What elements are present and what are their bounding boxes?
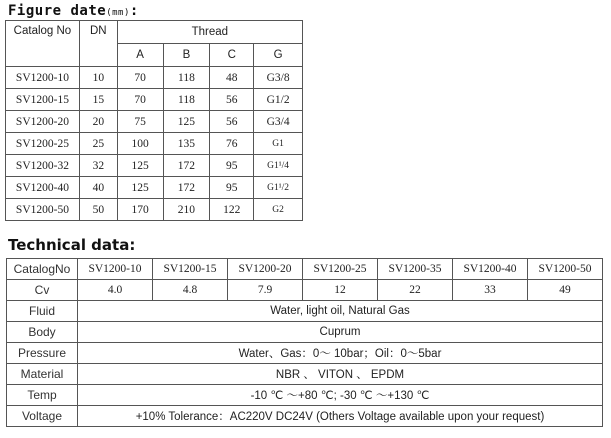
catalog-label: CatalogNo	[7, 259, 78, 280]
c-cell: 48	[210, 67, 254, 89]
a-cell: 70	[117, 89, 163, 111]
cv-label: Cv	[7, 280, 78, 301]
dn-cell: 32	[79, 155, 117, 177]
a-cell: 70	[117, 67, 163, 89]
dn-cell: 20	[79, 111, 117, 133]
header-catalog-no: Catalog No	[6, 21, 80, 67]
c-cell: 56	[210, 111, 254, 133]
c-cell: 122	[210, 199, 254, 221]
b-cell: 172	[163, 177, 210, 199]
b-cell: 210	[163, 199, 210, 221]
model-cell: SV1200-50	[528, 259, 603, 280]
cv-cell: 33	[453, 280, 528, 301]
catalog-cell: SV1200-50	[6, 199, 80, 221]
a-cell: 75	[117, 111, 163, 133]
cv-cell: 4.8	[153, 280, 228, 301]
body-label: Body	[7, 322, 78, 343]
voltage-value: +10% Tolerance：AC220V DC24V (Others Voltage available upon your request)	[78, 406, 603, 427]
a-cell: 100	[117, 133, 163, 155]
pressure-label: Pressure	[7, 343, 78, 364]
table-row	[6, 177, 303, 199]
material-label: Material	[7, 364, 78, 385]
catalog-row	[7, 259, 603, 280]
technical-data-table	[6, 258, 603, 427]
b-cell: 125	[163, 111, 210, 133]
voltage-label: Voltage	[7, 406, 78, 427]
model-cell: SV1200-15	[153, 259, 228, 280]
g-cell: G1/2	[254, 89, 303, 111]
catalog-cell: SV1200-20	[6, 111, 80, 133]
g-cell: G1¹/2	[254, 177, 303, 199]
catalog-cell: SV1200-32	[6, 155, 80, 177]
fluid-value: Water, light oil, Natural Gas	[78, 301, 603, 322]
g-cell: G3/8	[254, 67, 303, 89]
a-cell: 125	[117, 155, 163, 177]
body-row	[7, 322, 603, 343]
b-cell: 118	[163, 67, 210, 89]
table-row	[6, 111, 303, 133]
fluid-row	[7, 301, 603, 322]
temp-row	[7, 385, 603, 406]
catalog-cell: SV1200-15	[6, 89, 80, 111]
temp-label: Temp	[7, 385, 78, 406]
voltage-row	[7, 406, 603, 427]
model-cell: SV1200-25	[303, 259, 378, 280]
catalog-cell: SV1200-25	[6, 133, 80, 155]
pressure-row	[7, 343, 603, 364]
figure-unit: (mm)	[106, 8, 130, 18]
b-cell: 118	[163, 89, 210, 111]
figure-header-row	[6, 21, 303, 44]
c-cell: 76	[210, 133, 254, 155]
header-dn: DN	[79, 21, 117, 67]
fluid-label: Fluid	[7, 301, 78, 322]
material-row	[7, 364, 603, 385]
model-cell: SV1200-40	[453, 259, 528, 280]
header-thread: Thread	[117, 21, 302, 44]
technical-data-heading: Technical data:	[8, 236, 136, 254]
figure-colon: :	[129, 3, 139, 19]
pressure-value: Water、Gas：0～ 10bar；Oil：0～5bar	[78, 343, 603, 364]
c-cell: 95	[210, 155, 254, 177]
temp-value: -10 ℃ ～+80 ℃; -30 ℃ ～+130 ℃	[78, 385, 603, 406]
catalog-cell: SV1200-10	[6, 67, 80, 89]
header-c: C	[210, 44, 254, 67]
g-cell: G1¹/4	[254, 155, 303, 177]
table-row	[6, 89, 303, 111]
cv-cell: 22	[378, 280, 453, 301]
material-value: NBR 、 VITON 、 EPDM	[78, 364, 603, 385]
table-row	[6, 133, 303, 155]
c-cell: 56	[210, 89, 254, 111]
dn-cell: 10	[79, 67, 117, 89]
catalog-cell: SV1200-40	[6, 177, 80, 199]
a-cell: 125	[117, 177, 163, 199]
cv-row	[7, 280, 603, 301]
g-cell: G1	[254, 133, 303, 155]
header-a: A	[117, 44, 163, 67]
g-cell: G3/4	[254, 111, 303, 133]
dn-cell: 50	[79, 199, 117, 221]
figure-heading	[8, 3, 139, 19]
g-cell: G2	[254, 199, 303, 221]
cv-cell: 12	[303, 280, 378, 301]
figure-dimension-table	[5, 20, 303, 221]
cv-cell: 4.0	[78, 280, 153, 301]
model-cell: SV1200-10	[78, 259, 153, 280]
dn-cell: 15	[79, 89, 117, 111]
dn-cell: 25	[79, 133, 117, 155]
a-cell: 170	[117, 199, 163, 221]
body-value: Cuprum	[78, 322, 603, 343]
dn-cell: 40	[79, 177, 117, 199]
table-row	[6, 155, 303, 177]
figure-title: Figure date	[8, 3, 107, 19]
table-row	[6, 199, 303, 221]
header-b: B	[163, 44, 210, 67]
model-cell: SV1200-35	[378, 259, 453, 280]
cv-cell: 7.9	[228, 280, 303, 301]
c-cell: 95	[210, 177, 254, 199]
model-cell: SV1200-20	[228, 259, 303, 280]
b-cell: 172	[163, 155, 210, 177]
header-g: G	[254, 44, 303, 67]
cv-cell: 49	[528, 280, 603, 301]
b-cell: 135	[163, 133, 210, 155]
table-row	[6, 67, 303, 89]
